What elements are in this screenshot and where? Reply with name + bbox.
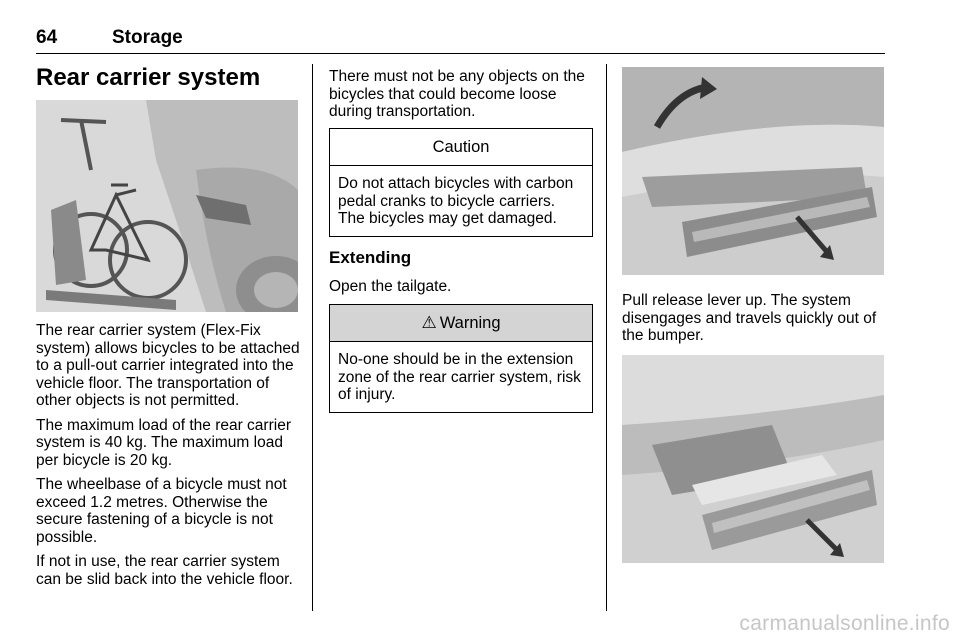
warning-header (330, 305, 592, 342)
bicycle-carrier-illustration (36, 100, 298, 312)
warning-box (329, 304, 593, 413)
section-title: Storage (112, 27, 183, 48)
warning-triangle-icon: ⚠ (421, 313, 437, 332)
paragraph: The rear carrier system (Flex-Fix system) allows bicycles to be attached to a pull-out carrier integrated into the vehicle floor. The transportation of other objects is not permitted. (36, 322, 300, 409)
column-3-text: Pull release lever up. The system disengages and travels quickly out of the bumper. (622, 292, 877, 344)
section-subheading: Extending (329, 248, 412, 267)
paragraph: The maximum load of the rear carrier system is 40 kg. The maximum load per bicycle is 20 kg. (36, 416, 291, 469)
warning-text: No-one should be in the extension zone of the rear carrier system, risk of injury. (338, 351, 581, 403)
warning-heading: Warning (439, 313, 501, 332)
watermark: carmanualsonline.info (739, 612, 950, 635)
caution-text: Do not attach bicycles with carbon pedal cranks to bicycle carriers. The bicycles may get damaged. (338, 175, 574, 227)
paragraph: The wheelbase of a bicycle must not exceed 1.2 metres. Otherwise the secure fastening of a bicycle is not possible. (36, 476, 287, 546)
column-divider-2 (606, 64, 607, 611)
column-1-text (36, 322, 302, 595)
paragraph: If not in use, the rear carrier system can be slid back into the vehicle floor. (36, 553, 293, 588)
page-header (36, 27, 885, 54)
page-title: Rear carrier system (36, 64, 261, 91)
caution-box (329, 128, 593, 237)
caution-heading: Caution (330, 129, 592, 166)
step-text: Open the tailgate. (329, 278, 452, 295)
column-2-intro: There must not be any objects on the bicycles that could become loose during transportation. (329, 68, 585, 120)
page-number: 64 (36, 27, 58, 48)
column-divider-1 (312, 64, 313, 611)
bumper-release-lever-illustration (622, 67, 884, 275)
carrier-extended-illustration (622, 355, 884, 563)
